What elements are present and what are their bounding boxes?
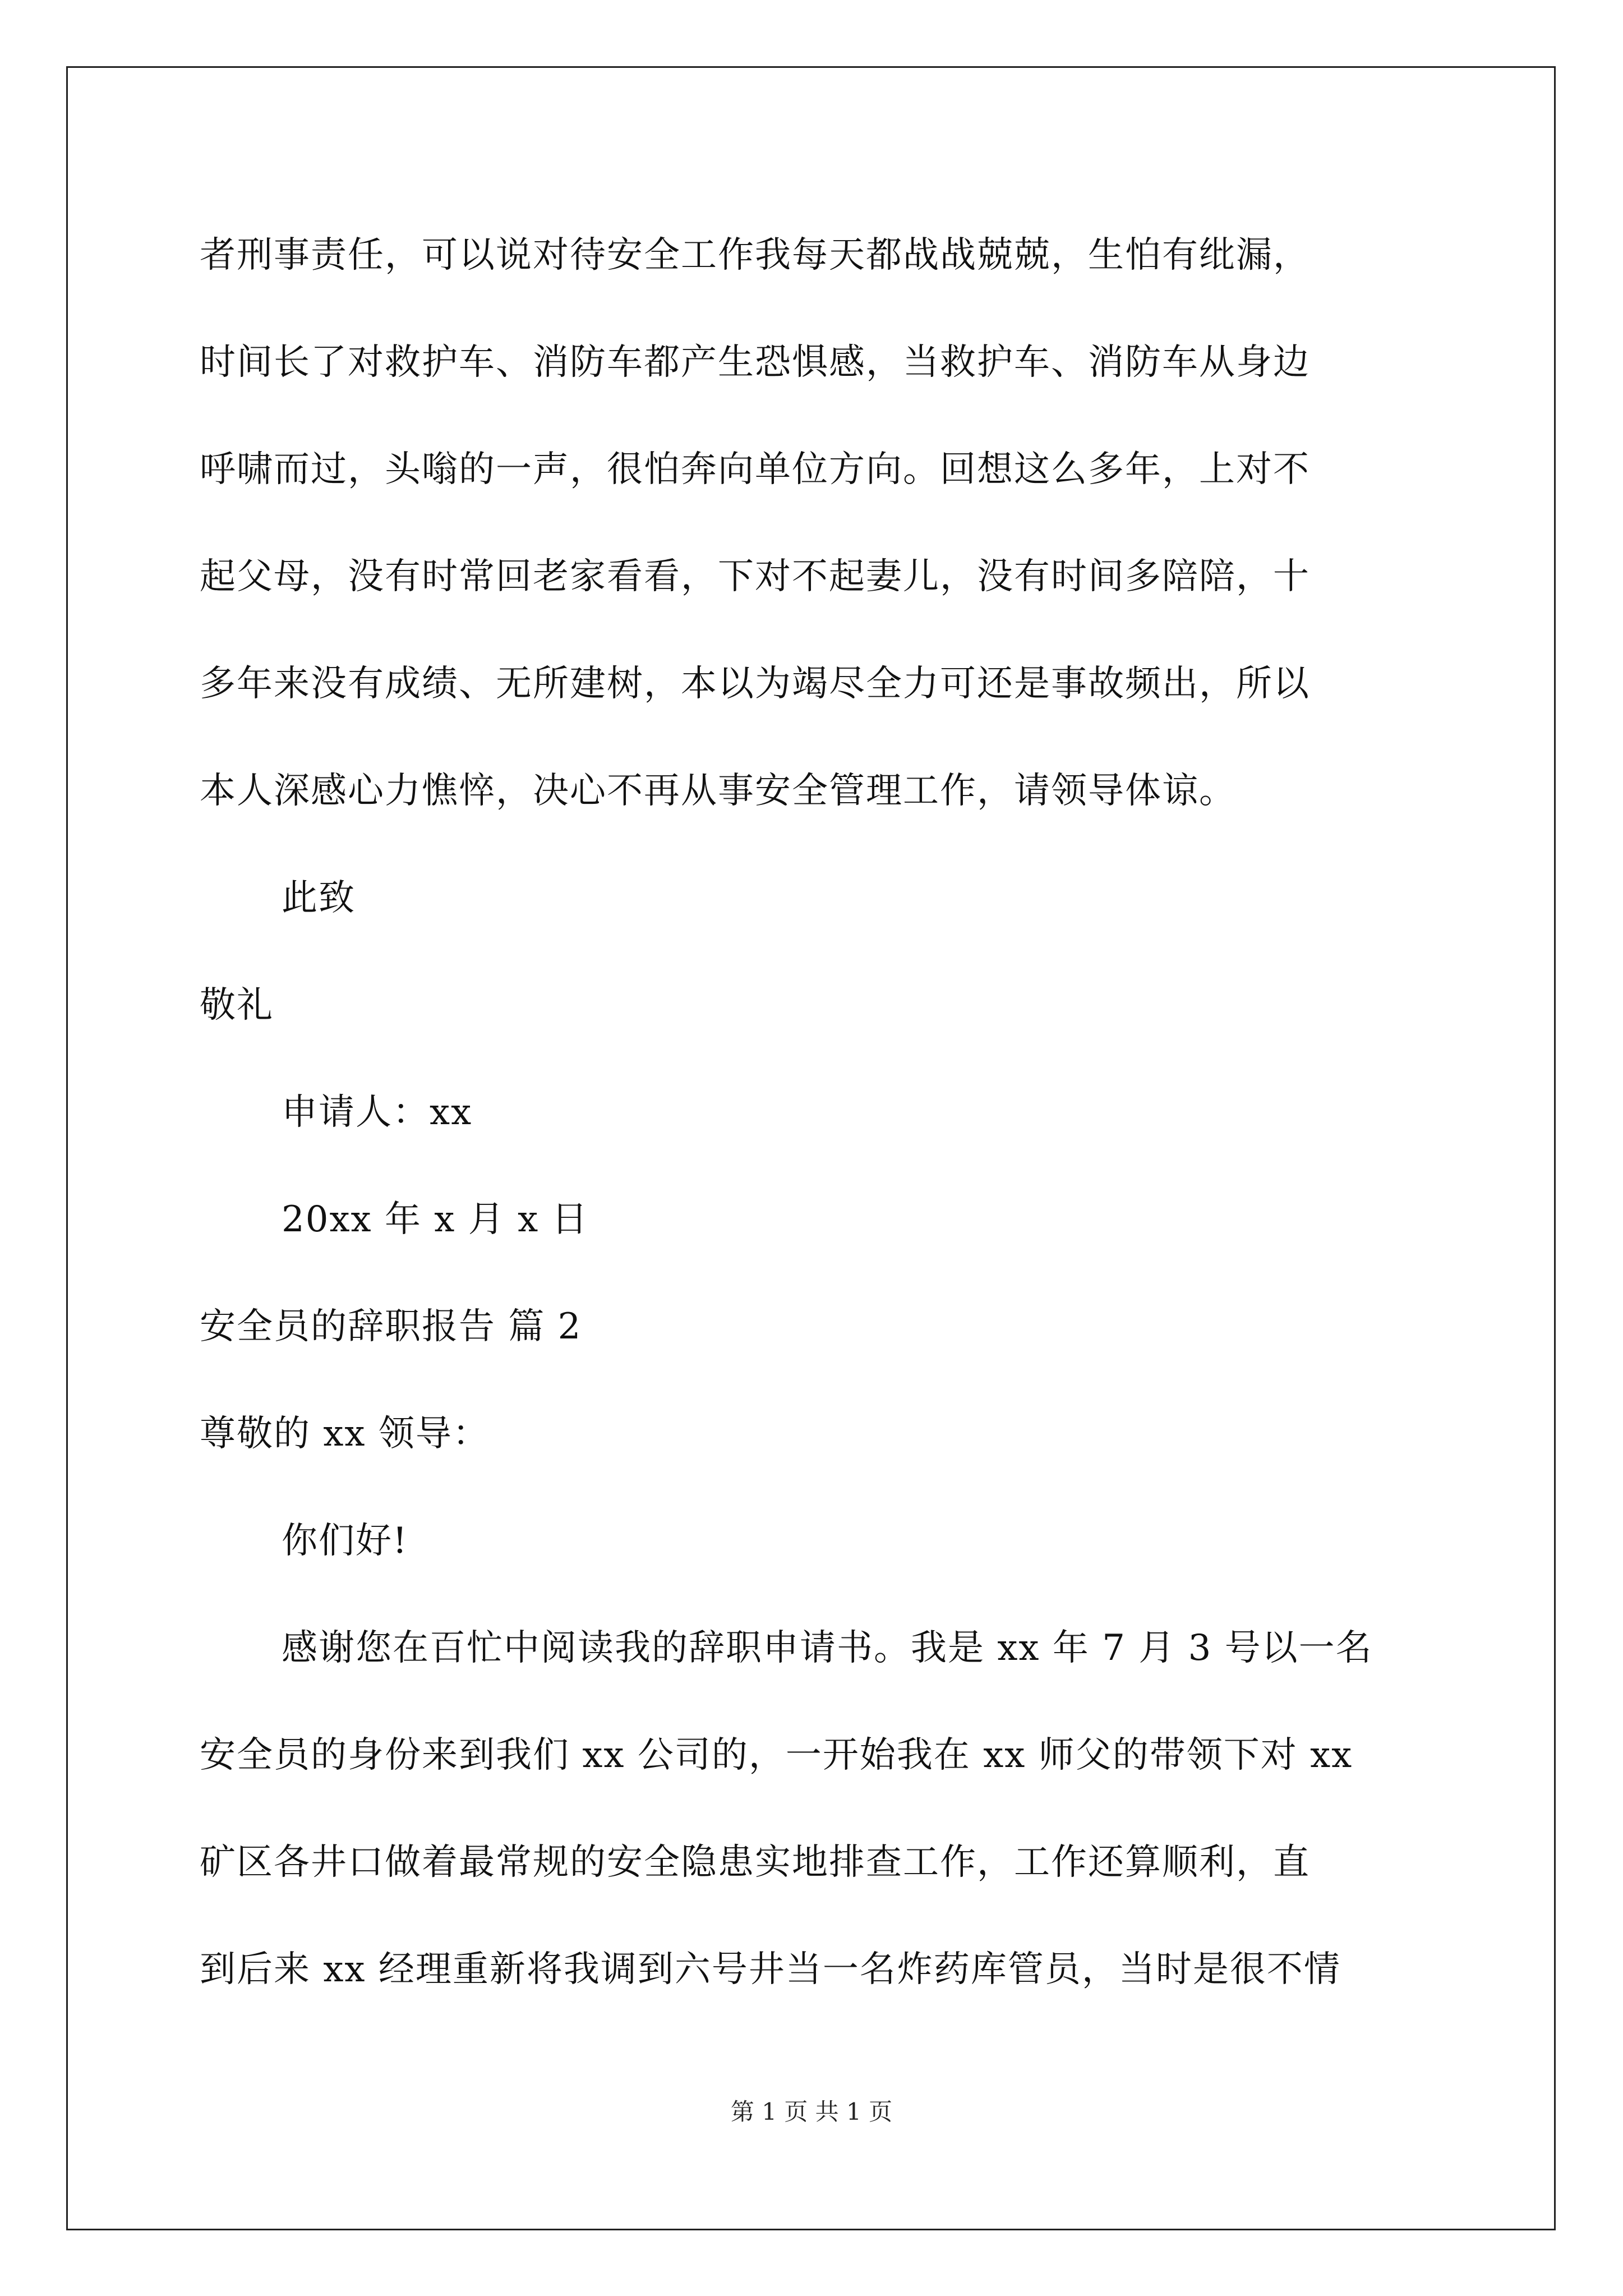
text-line: 者刑事责任，可以说对待安全工作我每天都战战兢兢，生怕有纰漏， xyxy=(200,234,1310,276)
greeting-line: 尊敬的 xx 领导： xyxy=(200,1413,490,1455)
text-line: 本人深感心力憔悴，决心不再从事安全管理工作，请领导体谅。 xyxy=(200,770,1236,812)
document-body xyxy=(200,202,1428,2023)
text-line: 时间长了对救护车、消防车都产生恐惧感，当救护车、消防车从身边 xyxy=(200,342,1310,383)
text-line: 起父母，没有时常回老家看看，下对不起妻儿，没有时间多陪陪，十 xyxy=(200,556,1310,597)
page-number-footer: 第 1 页 共 1 页 xyxy=(730,2098,893,2125)
greeting-hello: 你们好! xyxy=(282,1520,408,1562)
text-line: 安全员的身份来到我们 xx 公司的，一开始我在 xx 师父的带领下对 xx xyxy=(200,1734,1353,1776)
section-heading: 安全员的辞职报告 篇 2 xyxy=(200,1306,582,1347)
salutation-regards: 敬礼 xyxy=(200,984,274,1026)
text-line: 呼啸而过，头嗡的一声，很怕奔向单位方向。回想这么多年，上对不 xyxy=(200,449,1310,490)
salutation-closing: 此致 xyxy=(282,877,356,919)
text-line: 多年来没有成绩、无所建树，本以为竭尽全力可还是事故频出，所以 xyxy=(200,663,1310,705)
text-line: 感谢您在百忙中阅读我的辞职申请书。我是 xx 年 7 月 3 号以一名 xyxy=(282,1627,1373,1669)
applicant-line: 申请人：xx xyxy=(282,1092,473,1133)
date-line: 20xx 年 x 月 x 日 xyxy=(282,1199,589,1240)
text-line: 到后来 xx 经理重新将我调到六号井当一名炸药库管员，当时是很不情 xyxy=(200,1949,1341,1990)
text-line: 矿区各井口做着最常规的安全隐患实地排查工作，工作还算顺利，直 xyxy=(200,1842,1310,1883)
